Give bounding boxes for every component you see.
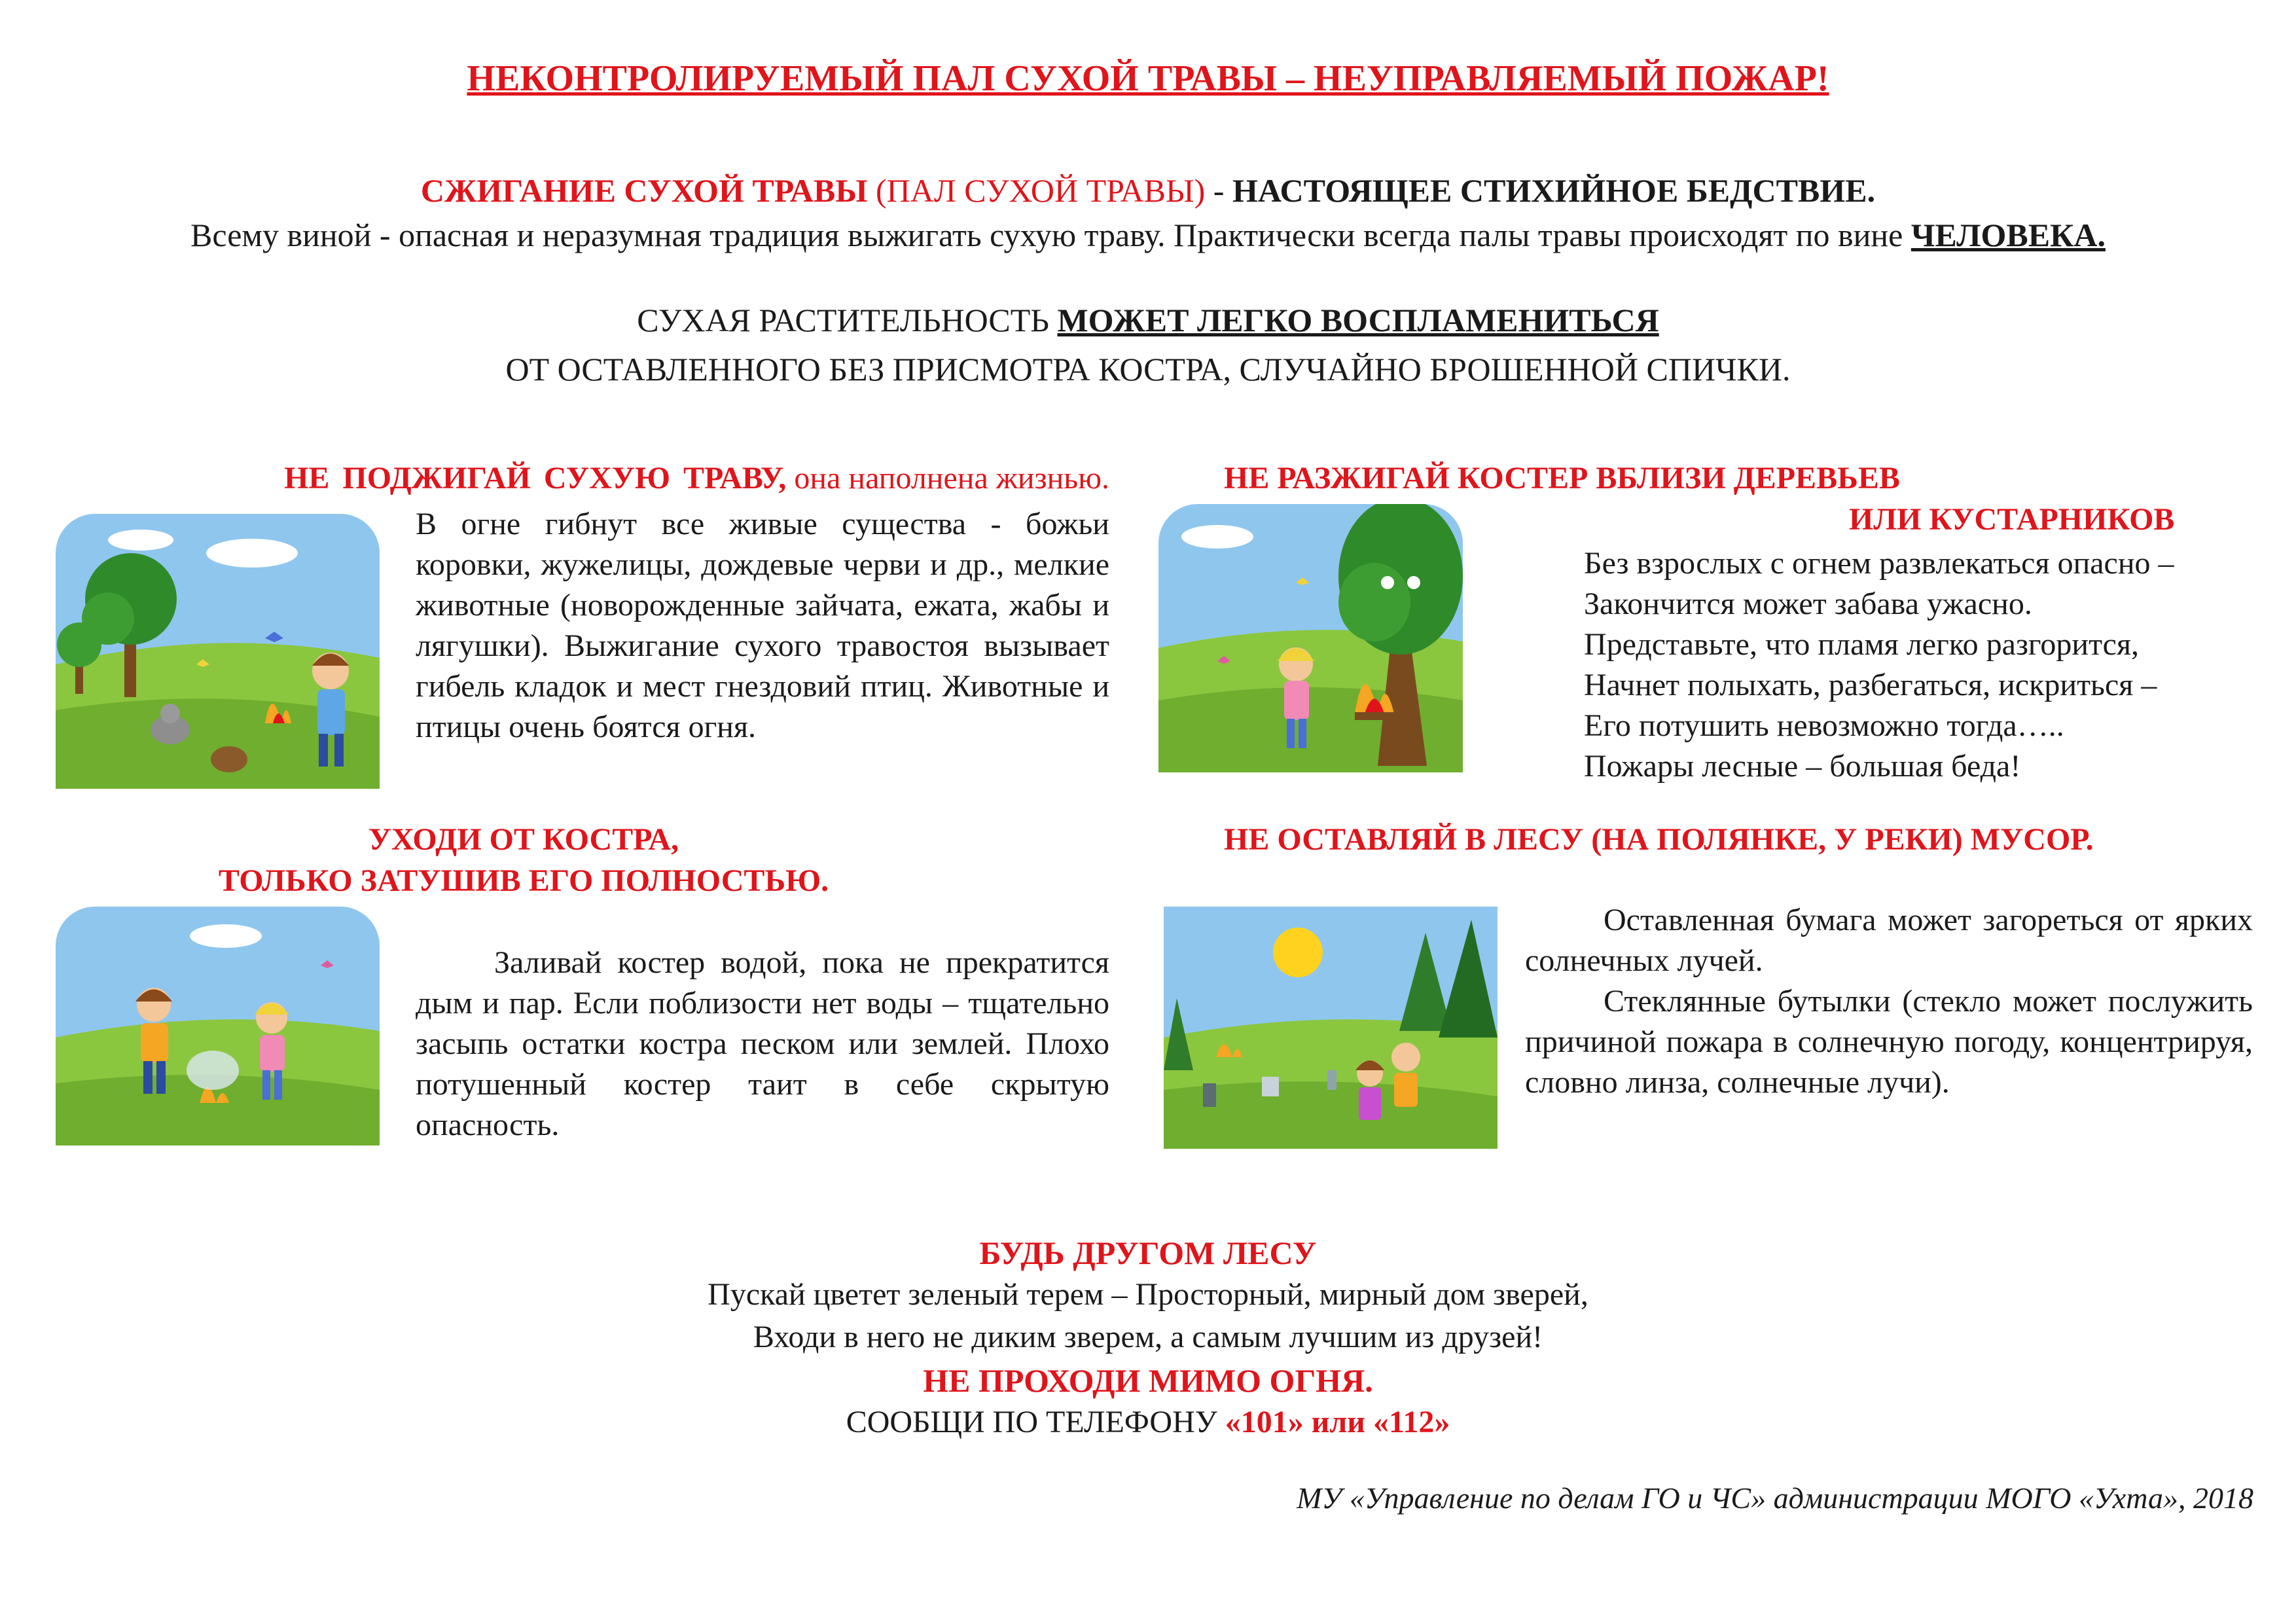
section4-paragraph-2: Стеклянные бутылки (стекло может послужить причиной пожара в солнечную погоду, концентрируя, словно линза, солнечные лучи). (1525, 984, 2253, 1100)
intro-line-3-bold: МОЖЕТ ЛЕГКО ВОСПЛАМЕНИТЬСЯ (1057, 302, 1659, 338)
illustration-kids-litter-forest (1164, 907, 1498, 1149)
intro-line-4: ОТ ОСТАВЛЕННОГО БЕЗ ПРИСМОТРА КОСТРА, СЛУЧАЙНО БРОШЕННОЙ СПИЧКИ. (505, 351, 1791, 388)
poem-line: Представьте, что пламя легко разгорится, (1584, 627, 2140, 662)
poem-line: Без взрослых с огнем развлекаться опасно – (1584, 546, 2174, 581)
footer-line-2: Входи в него не диким зверем, а самым лучшим из друзей! (753, 1320, 1543, 1354)
section3-heading-1: УХОДИ ОТ КОСТРА, (368, 822, 679, 857)
section4-paragraph-1: Оставленная бумага может загореться от ярких солнечных лучей. (1525, 903, 2253, 978)
footer-phone-text: СООБЩИ ПО ТЕЛЕФОНУ (846, 1405, 1217, 1439)
intro-line-2-bold: ЧЕЛОВЕКА. (1910, 217, 2106, 253)
section4-body (1525, 900, 2253, 1103)
intro-line-3 (0, 301, 2296, 339)
intro-red: (ПАЛ СУХОЙ ТРАВЫ) (875, 172, 1206, 209)
poem-line: Пожары лесные – большая беда! (1584, 749, 2021, 784)
section2-poem (1584, 543, 2174, 787)
section4-heading: НЕ ОСТАВЛЯЙ В ЛЕСУ (НА ПОЛЯНКЕ, У РЕКИ) МУСОР. (1224, 822, 2094, 857)
section1-heading-bold: НЕ ПОДЖИГАЙ СУХУЮ ТРАВУ, (284, 461, 787, 496)
footer-heading: БУДЬ ДРУГОМ ЛЕСУ (979, 1235, 1317, 1271)
footer-call: НЕ ПРОХОДИ МИМО ОГНЯ. (923, 1362, 1373, 1399)
section3-body (416, 943, 1109, 1146)
intro-bold: НАСТОЯЩЕЕ СТИХИЙНОЕ БЕДСТВИЕ. (1232, 172, 1876, 209)
page-title: НЕКОНТРОЛИРУЕМЫЙ ПАЛ СУХОЙ ТРАВЫ – НЕУПРАВЛЯЕМЫЙ ПОЖАР! (467, 58, 1829, 99)
illustration-girl-fire-tree (1158, 504, 1463, 772)
section1-heading-tail: она наполнена жизнью. (794, 461, 1109, 496)
section2-heading-2: ИЛИ КУСТАРНИКОВ (1849, 502, 2175, 537)
intro-line-1 (0, 171, 2296, 209)
section1-heading (134, 460, 1109, 496)
intro-dash: - (1213, 172, 1225, 209)
poem-line: Закончится может забава ужасно. (1584, 586, 2032, 621)
section1-body: В огне гибнут все живые существа - божьи коровки, жужелицы, дождевые черви и др., мелкие животные (новорожденные зайчата, ежата, жабы и лягушки). Выжигание сухого травостоя вызывает гибель кладок и мест гнездовий птиц. Животные и птицы очень боятся огня. (416, 507, 1109, 744)
illustration-kids-extinguish-fire (56, 907, 380, 1146)
intro-line-2 (0, 216, 2296, 254)
poem-line: Начнет полыхать, разбегаться, искриться – (1584, 668, 2157, 702)
footer-credit: МУ «Управление по делам ГО и ЧС» администрации МОГО «Ухта», 2018 (1297, 1481, 2253, 1515)
footer-line-1: Пускай цветет зеленый терем – Просторный, мирный дом зверей, (708, 1277, 1588, 1312)
illustration-boy-fire-animals (56, 514, 380, 789)
footer-phone (0, 1404, 2296, 1440)
intro-line-2-text: Всему виной - опасная и неразумная традиция выжигать сухую траву. Практически всегда палы травы происходят по вине (190, 217, 1903, 253)
section3-heading-2: ТОЛЬКО ЗАТУШИВ ЕГО ПОЛНОСТЬЮ. (218, 863, 829, 898)
intro-red-bold: СЖИГАНИЕ СУХОЙ ТРАВЫ (420, 172, 868, 209)
section2-heading-1: НЕ РАЗЖИГАЙ КОСТЕР ВБЛИЗИ ДЕРЕВЬЕВ (1224, 461, 1900, 496)
poem-line: Его потушить невозможно тогда….. (1584, 708, 2064, 743)
section3-body-text: Заливай костер водой, пока не прекратится дым и пар. Если поблизости нет воды – тщательно засыпь остатки костра песком или землей. Плохо потушенный костер таит в себе скрытую опасность. (416, 945, 1109, 1142)
intro-line-3-text: СУХАЯ РАСТИТЕЛЬНОСТЬ (637, 302, 1049, 338)
footer-phone-numbers: «101» или «112» (1225, 1405, 1450, 1439)
